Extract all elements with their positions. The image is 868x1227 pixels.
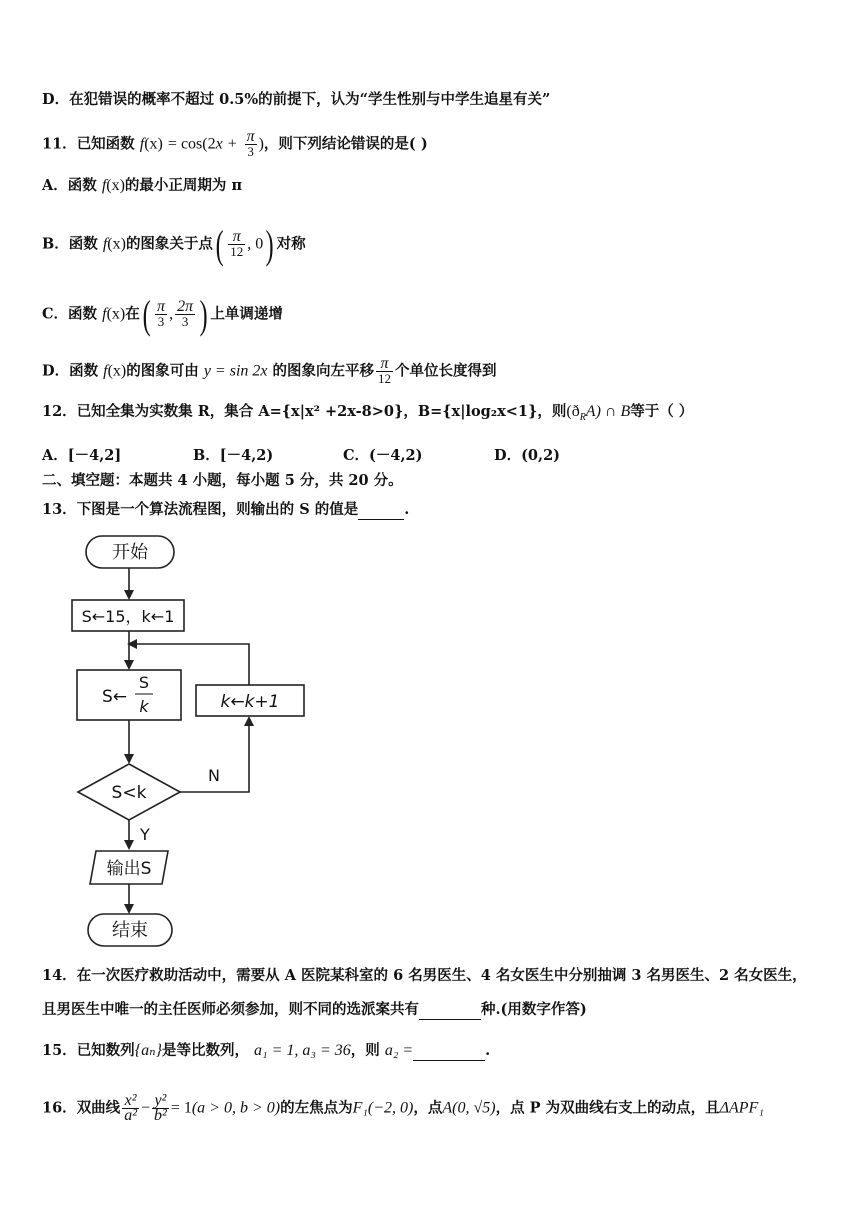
flow-assign-numerator: S xyxy=(138,673,150,692)
fraction-pi-3: $\frac{\pi}{3}$ xyxy=(246,128,255,159)
flow-no-label: N xyxy=(208,766,220,785)
q12-option-a: A．[－4,2] xyxy=(42,447,122,464)
q11-option-c: C．函数 f(x)在( $\frac{\pi}{3}$ , $\frac{2\pi}{3}$ ) 上单调递增 xyxy=(42,291,283,337)
q13-stem: 13．下图是一个算法流程图，则输出的 S 的值是 . xyxy=(42,501,410,518)
flow-condition-label: S<k xyxy=(111,783,147,803)
q11-option-d: D．函数 f(x)的图象可由 y = sin 2x 的图象向左平移 $\frac{\pi}{12}$ 个单位长度得到 xyxy=(42,355,497,386)
q10-option-d: D．在犯错误的概率不超过 0.5%的前提下，认为“学生性别与中学生追星有关” xyxy=(42,91,551,108)
math-close: ) xyxy=(258,135,264,153)
q16-stem: 16．双曲线 $\frac{\text{x²}}{\text{a²}}$ − $\frac{\text{y²}}{\text{b²}}$ = 1(a > 0, b > 0)的左焦点为F₁(−2, 0)，点A(0, √5)，点 P 为双曲线右支上的动点，且ΔAPF₁ xyxy=(42,1092,764,1124)
q11-post: ，则下列结论错误的是( ) xyxy=(263,135,428,153)
math-xplus: x + xyxy=(215,135,238,153)
q11-option-b: B．函数 f(x)的图象关于点( $\frac{\pi}{12}$ , 0) 对称 xyxy=(42,221,306,267)
answer-blank[interactable] xyxy=(413,1044,485,1061)
q11-number: 11． xyxy=(42,135,77,153)
flow-assign-node xyxy=(77,670,181,720)
section-2-heading: 二、填空题：本题共 4 小题，每小题 5 分，共 20 分。 xyxy=(42,472,403,489)
flow-assign-label: S← xyxy=(102,687,128,707)
q11-option-a: A．函数 f(x)的最小正周期为 π xyxy=(42,177,243,194)
q11-stem xyxy=(42,130,428,159)
q15-stem: 15．已知数列{aₙ}是等比数列， a₁ = 1, a₃ = 36，则 a₂ = . xyxy=(42,1042,491,1059)
flow-start-label: 开始 xyxy=(112,542,148,563)
q14-line2: 且男医生中唯一的主任医师必须参加，则不同的选派案共有 种.(用数字作答) xyxy=(42,1001,587,1018)
flow-end-label: 结束 xyxy=(112,920,148,941)
flow-increment-label: k←k+1 xyxy=(220,692,280,712)
q11-pre: 已知函数 xyxy=(76,135,135,153)
answer-blank[interactable] xyxy=(419,1003,481,1020)
q12-stem: 12．已知全集为实数集 R，集合 A={x|x² +2x-8>0}，B={x|log₂x<1}，则$(ð_RA)$ ∩ B等于（ ） xyxy=(42,403,694,423)
flowchart xyxy=(60,530,320,955)
q12-option-b: B．[－4,2) xyxy=(193,447,274,464)
flow-init-label: S←15，k←1 xyxy=(81,607,175,626)
q14-line1: 14．在一次医疗救助活动中，需要从 A 医院某科室的 6 名男医生、4 名女医生中分别抽调 3 名男医生、2 名女医生， xyxy=(42,967,807,984)
q12-option-d: D．(0,2) xyxy=(494,447,561,464)
fraction-pi-12: $\frac{\pi}{12}$ xyxy=(230,228,244,259)
flow-yes-label: Y xyxy=(140,825,150,844)
flow-assign-denominator: k xyxy=(139,697,149,716)
math-f: f xyxy=(139,135,145,153)
flow-output-label: 输出S xyxy=(106,859,152,879)
math-x: (x) xyxy=(144,135,163,153)
math-cos: = cos(2 xyxy=(167,135,216,153)
q12-option-c: C．(－4,2) xyxy=(343,447,423,464)
answer-blank[interactable] xyxy=(358,503,404,520)
